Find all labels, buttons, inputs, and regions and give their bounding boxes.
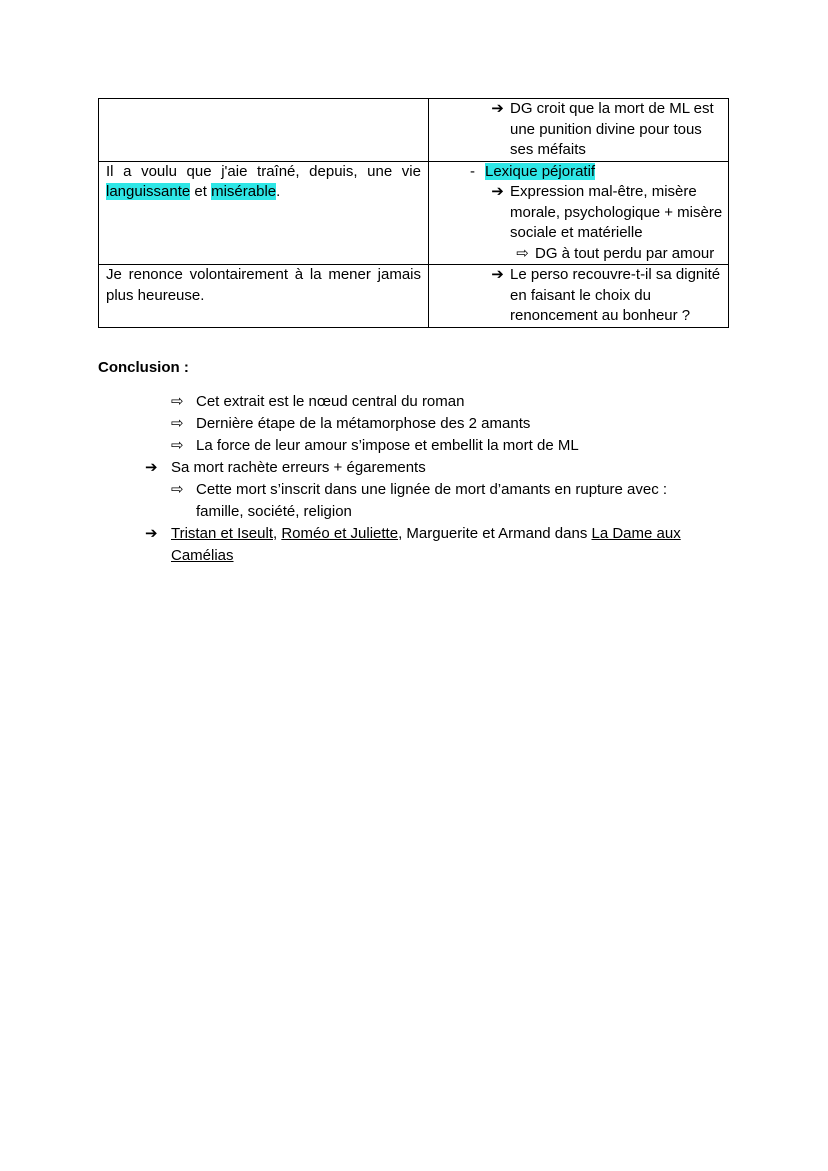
analysis-text: DG à tout perdu par amour <box>535 244 715 262</box>
list-item <box>98 479 738 523</box>
hollow-arrow-icon: ⇨ <box>171 415 184 432</box>
conclusion-text: , Marguerite et Armand dans <box>398 525 592 542</box>
arrow-icon: ➔ <box>491 100 504 117</box>
work-title: La Dame aux <box>591 525 681 542</box>
arrow-icon: ➔ <box>491 183 504 200</box>
analysis-text: Expression mal-être, misère morale, psychologique + misère sociale et matérielle <box>510 183 723 241</box>
hollow-arrow-icon: ⇨ <box>171 393 184 410</box>
list-item <box>429 182 724 244</box>
analysis-cell <box>429 161 729 265</box>
quote-text: Il a voulu que j'aie traîné, depuis, une vie <box>106 162 421 180</box>
table-row <box>99 99 729 162</box>
work-title: Camélias <box>171 547 234 564</box>
analysis-text: Le perso recouvre-t-il sa dignité en faisant le choix du renoncement au bonheur ? <box>510 266 721 324</box>
arrow-icon: ➔ <box>491 266 504 283</box>
hollow-arrow-icon: ⇨ <box>516 244 529 262</box>
work-title: Tristan et Iseult <box>171 525 273 542</box>
quote-text: Je renonce volontairement à la mener jamais plus heureuse. <box>106 266 421 304</box>
conclusion-text: Sa mort rachète erreurs + égarements <box>171 459 426 476</box>
list-item <box>98 391 738 413</box>
highlighted-label: Lexique péjoratif <box>485 162 596 180</box>
quote-text: et <box>190 183 212 200</box>
conclusion-text: famille, société, religion <box>196 503 352 520</box>
quote-cell <box>99 99 429 162</box>
list-item <box>98 523 738 567</box>
table-row <box>99 161 729 265</box>
arrow-icon: ➔ <box>145 525 158 542</box>
conclusion-heading: Conclusion : <box>98 359 189 376</box>
highlighted-word: misérable <box>211 183 277 200</box>
list-item <box>429 244 724 265</box>
quote-cell <box>99 265 429 328</box>
analysis-cell <box>429 99 729 162</box>
work-title: Roméo et Juliette <box>281 525 399 542</box>
list-item <box>98 435 738 457</box>
conclusion-text: Dernière étape de la métamorphose des 2 amants <box>196 415 531 432</box>
table-row <box>99 265 729 328</box>
list-item <box>429 265 724 327</box>
analysis-text: DG croit que la mort de ML est une punition divine pour tous ses méfaits <box>510 100 714 158</box>
arrow-icon: ➔ <box>145 459 158 476</box>
list-item <box>429 99 724 161</box>
highlighted-word: languissante <box>106 183 191 200</box>
list-item <box>98 413 738 435</box>
analysis-cell <box>429 265 729 328</box>
conclusion-text: Cet extrait est le nœud central du roman <box>196 393 465 410</box>
hollow-arrow-icon: ⇨ <box>171 437 184 454</box>
list-item <box>98 457 738 479</box>
quote-cell <box>99 161 429 265</box>
list-item <box>429 162 724 183</box>
separator-text: , <box>272 525 282 542</box>
conclusion-list <box>98 391 738 567</box>
dash-bullet: - <box>470 162 475 180</box>
quote-text: . <box>276 183 281 200</box>
conclusion-text: La force de leur amour s’impose et embellit la mort de ML <box>196 437 579 454</box>
hollow-arrow-icon: ⇨ <box>171 481 184 498</box>
analysis-table <box>98 98 729 328</box>
conclusion-text: Cette mort s’inscrit dans une lignée de mort d’amants en rupture avec : <box>196 481 668 498</box>
